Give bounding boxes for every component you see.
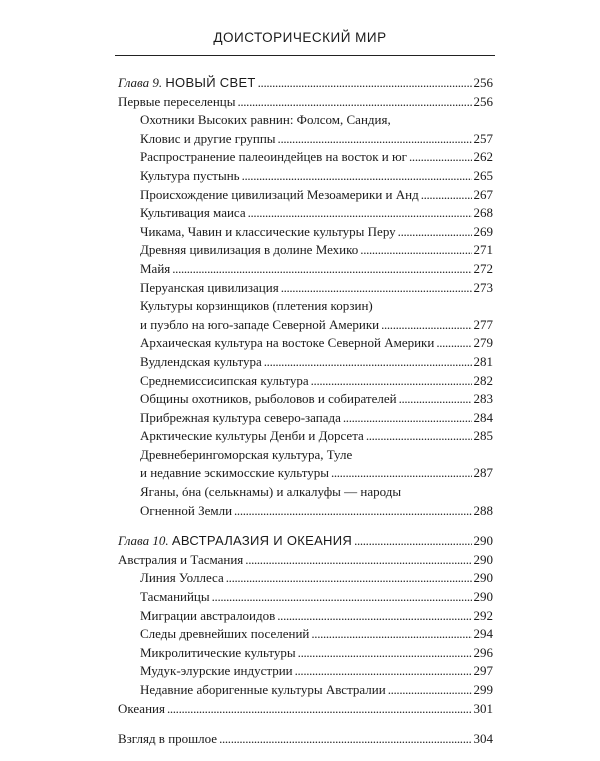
- leader-dots: [264, 353, 472, 372]
- leader-dots: [237, 93, 471, 112]
- toc-entry[interactable]: [118, 353, 493, 372]
- toc-entry[interactable]: [118, 241, 493, 260]
- page-number: 290: [473, 570, 493, 586]
- toc-entry[interactable]: [118, 93, 493, 112]
- entry-title: Следы древнейших поселений: [140, 626, 310, 642]
- toc-entry[interactable]: [118, 625, 493, 644]
- leader-dots: [258, 74, 472, 93]
- page-number: 297: [473, 663, 493, 679]
- toc-entry[interactable]: [118, 111, 493, 148]
- entry-title: Арктические культуры Денби и Дорсета: [140, 428, 364, 444]
- page-number: 265: [473, 167, 493, 183]
- page-number: 304: [473, 731, 493, 747]
- closing-section: [118, 730, 493, 749]
- leader-dots: [278, 130, 472, 149]
- entry-title: Микролитические культуры: [140, 644, 296, 660]
- chapter-9-section: [118, 74, 493, 520]
- entry-title: Культура пустынь: [140, 167, 240, 183]
- page-number: 262: [473, 149, 493, 165]
- toc-entry[interactable]: [118, 279, 493, 298]
- entry-title: Распространение палеоиндейцев на восток и юг: [140, 149, 408, 165]
- leader-dots: [242, 167, 472, 186]
- toc-entry[interactable]: [118, 167, 493, 186]
- toc-entry[interactable]: [118, 297, 493, 334]
- entry-title: Океания: [118, 700, 165, 716]
- entry-title: Перуанская цивилизация: [140, 279, 279, 295]
- toc-entry[interactable]: [118, 204, 493, 223]
- page-number: 299: [473, 682, 493, 697]
- toc-entry[interactable]: [118, 681, 493, 700]
- page-number: 296: [473, 644, 493, 660]
- entry-title: Чикама, Чавин и классические культуры Перу: [140, 223, 396, 239]
- entry-title: Тасманийцы: [140, 589, 210, 605]
- page-number: 290: [473, 533, 493, 549]
- leader-dots: [436, 334, 471, 353]
- leader-dots: [409, 148, 471, 167]
- page-number: 269: [473, 223, 493, 239]
- chapter-9-label: Глава 9.: [118, 75, 163, 90]
- leader-dots: [172, 260, 471, 279]
- entry-title: Австралия и Тасмания: [118, 551, 244, 567]
- toc-entry[interactable]: [118, 662, 493, 681]
- entry-title-line2: Огненной Земли: [140, 502, 233, 518]
- chapter-10-title: АВСТРАЛАЗИЯ И ОКЕАНИЯ: [171, 533, 353, 549]
- toc-entry[interactable]: [118, 700, 493, 719]
- leader-dots: [226, 569, 472, 588]
- page-number: 283: [473, 391, 493, 407]
- toc-entry[interactable]: [118, 551, 493, 570]
- page-number: 256: [473, 93, 493, 109]
- toc-entry[interactable]: [118, 588, 493, 607]
- page-number: 267: [473, 186, 493, 202]
- entry-title: Мудук-элурские индустрии: [140, 663, 293, 679]
- toc-entry[interactable]: [118, 607, 493, 626]
- table-of-contents: [118, 74, 493, 761]
- leader-dots: [381, 316, 471, 335]
- leader-dots: [234, 502, 471, 521]
- entry-title: Среднемиссисипская культура: [140, 372, 309, 388]
- toc-entry[interactable]: [118, 569, 493, 588]
- leader-dots: [421, 186, 472, 205]
- toc-entry[interactable]: [118, 730, 493, 749]
- chapter-9-title: НОВЫЙ СВЕТ: [165, 75, 256, 90]
- leader-dots: [343, 409, 472, 428]
- page-number: 257: [473, 130, 493, 146]
- page-number: 277: [473, 316, 493, 332]
- page-number: 268: [473, 205, 493, 221]
- leader-dots: [354, 532, 471, 551]
- page-number: 294: [473, 626, 493, 642]
- page-number: 301: [473, 700, 493, 716]
- leader-dots: [298, 644, 472, 663]
- page-number: 290: [473, 551, 493, 567]
- entry-title-line1: Культуры корзинщиков (плетения корзин): [140, 298, 373, 314]
- page-number: 273: [473, 279, 493, 295]
- toc-entry[interactable]: [118, 390, 493, 409]
- entry-title: Древняя цивилизация в долине Мехико: [140, 242, 359, 258]
- leader-dots: [398, 223, 472, 242]
- leader-dots: [245, 551, 471, 570]
- entry-title-line1: Яганы, óна (селькнамы) и алкалуфы — народы: [140, 484, 402, 500]
- page-number: 271: [473, 242, 493, 258]
- leader-dots: [311, 625, 471, 644]
- page-number: 288: [473, 502, 493, 518]
- entry-title: Взгляд в прошлое: [118, 731, 218, 747]
- entry-title-line2: Кловис и другие группы: [140, 130, 276, 146]
- toc-entry[interactable]: [118, 223, 493, 242]
- entry-title: Линия Уоллеса: [140, 570, 224, 586]
- entry-title-line2: и недавние эскимосские культуры: [140, 465, 329, 481]
- leader-dots: [212, 588, 472, 607]
- toc-entry[interactable]: [118, 148, 493, 167]
- entry-title-line1: Охотники Высоких равнин: Фолсом, Сандия,: [140, 112, 391, 128]
- page-number: 292: [473, 607, 493, 623]
- leader-dots: [311, 372, 472, 391]
- leader-dots: [248, 204, 472, 223]
- page-number: 256: [473, 75, 493, 90]
- entry-title: Вудлендская культура: [140, 353, 262, 369]
- entry-title: Первые переселенцы: [118, 93, 236, 109]
- leader-dots: [360, 241, 471, 260]
- toc-entry[interactable]: [118, 186, 493, 205]
- toc-entry[interactable]: [118, 446, 493, 483]
- entry-title-line2: и пуэбло на юго-западе Северной Америки: [140, 316, 380, 332]
- leader-dots: [366, 427, 472, 446]
- chapter-10-section: [118, 532, 493, 718]
- page-number: 282: [473, 372, 493, 388]
- leader-dots: [219, 730, 471, 749]
- leader-dots: [399, 390, 472, 409]
- entry-title: Майя: [140, 260, 171, 276]
- entry-title: Культивация маиса: [140, 205, 246, 221]
- toc-entry[interactable]: [118, 334, 493, 353]
- chapter-10-heading[interactable]: [118, 532, 493, 551]
- toc-entry[interactable]: [118, 483, 493, 520]
- entry-title: Недавние аборигенные культуры Австралии: [140, 682, 386, 697]
- toc-entry[interactable]: [118, 260, 493, 279]
- chapter-10-label: Глава 10.: [118, 533, 169, 549]
- entry-title: Миграции австралоидов: [140, 607, 276, 623]
- leader-dots: [277, 607, 471, 626]
- chapter-9-heading[interactable]: [118, 74, 493, 93]
- entry-title: Общины охотников, рыболовов и собирателей: [140, 391, 397, 407]
- page-number: 284: [473, 409, 493, 425]
- page-number: 287: [473, 465, 493, 481]
- entry-title: Архаическая культура на востоке Северной Америки: [140, 335, 435, 351]
- running-header: ДОИСТОРИЧЕСКИЙ МИР: [213, 30, 387, 45]
- leader-dots: [295, 662, 472, 681]
- leader-dots: [167, 700, 472, 719]
- toc-entry[interactable]: [118, 644, 493, 663]
- entry-title: Происхождение цивилизаций Мезоамерики и Анд: [140, 186, 419, 202]
- toc-entry[interactable]: [118, 427, 493, 446]
- page-number: 281: [473, 353, 493, 369]
- entry-title: Прибрежная культура северо-запада: [140, 409, 341, 425]
- toc-entry[interactable]: [118, 409, 493, 428]
- leader-dots: [331, 464, 472, 483]
- entry-title-line1: Древнеберингоморская культура, Туле: [140, 446, 353, 462]
- page-number: 272: [473, 260, 493, 276]
- leader-dots: [281, 279, 472, 298]
- leader-dots: [388, 681, 472, 700]
- page-number: 285: [473, 428, 493, 444]
- toc-entry[interactable]: [118, 372, 493, 391]
- page-number: 279: [473, 335, 493, 351]
- page-number: 290: [473, 589, 493, 605]
- header-rule: [115, 55, 495, 56]
